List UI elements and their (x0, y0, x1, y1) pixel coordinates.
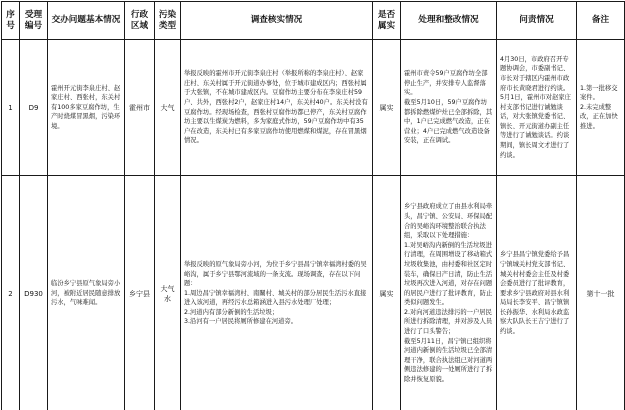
table-row (2, 176, 625, 410)
row-region: 乡宁县 (125, 176, 155, 410)
row-investigation: 举报反映的霍州市开元街李泉庄村（举报所称的李泉庄村）、赵家庄村、东关村属于开元街道办事处，位于城市建成区内；西张村属于大张镇，不在城市建成区内。豆腐作坊主要分布在李泉庄村59户、共外，西张村2户，赵家庄村14户，东关村40户。东关村没有豆腐作坊。经现场检查，西张村豆腐作坊都已停产，东关村豆腐作坊主要以生煤炭为燃料，多为家庭式作坊，59户豆腐作坊中有35户在改造，东关村已有多家豆腐作坊使用燃煤和煤泥，存在冒黑烟情况。 (181, 40, 373, 176)
header-seq: 序号 (2, 2, 20, 40)
row-pollution-type: 大气 (155, 40, 181, 176)
header-pollution-type: 污染类型 (155, 2, 181, 40)
row-verified: 属实 (373, 176, 401, 410)
row-problem: 霍州开元街李泉庄村、赵家庄村、西张村，东关村有100多家豆腐作坊，生产时烧煤冒黑烟，污染环境。 (48, 40, 125, 176)
header-code: 受理编号 (20, 2, 48, 40)
row-region: 霍州市 (125, 40, 155, 176)
header-problem: 交办问题基本情况 (48, 2, 125, 40)
complaint-table (1, 1, 625, 410)
row-seq: 2 (2, 176, 20, 410)
row-problem: 临汾乡宁县原气象局旁小河，被附近居民随意排放污水，气味难闻。 (48, 176, 125, 410)
row-verified: 属实 (373, 40, 401, 176)
row-accountability: 4月30日，市政府召开专题协调会，市委副书记、市长对于辖区内霍州市政府市长黄晓君进行约谈。5月1日，霍州市对赵家庄村支部书记进行诫勉谈话，对大张镇党委书记、镇长、开元街道办副主任等进行了诫勉谈话。约谈期间，镇长周文才进行了约谈。 (497, 40, 577, 176)
row-pollution-type: 大气水 (155, 176, 181, 410)
header-region: 行政区域 (125, 2, 155, 40)
row-handling: 霍州市责令59户豆腐作坊全部停止生产，并安排专人监督落实。 截至5月10日，59户豆腐作坊都拆除燃煤炉灶已全部拆除，其中，1户已完成燃气改造，正在营业；4户已完成燃气改造设备安装，正在调试。 (401, 40, 497, 176)
header-investigation: 调查核实情况 (181, 2, 373, 40)
row-seq: 1 (2, 40, 20, 176)
table-row (2, 40, 625, 176)
header-row (2, 2, 625, 40)
row-handling: 乡宁县政府成立了由县水利局牵头，昌宁镇、公安局、环保局配合的吴峪沟环境整治联合执法组，采取以下处理措施： 1.对吴峪沟内新倒的生活垃圾进行清理，在周围增设了移动箱式垃圾收集池，由村委和社区定时装车，确保日产日清，防止生活垃圾再次进入河道，对存在问题的居民户进行了批评教育，防止类似问题发生。 2.对向河道违法排污的一户居民所进行拆除清理，并对涉及人员进行了口头警告； 截至5月11日，昌宁镇已组织将河道内新倒的生活垃圾已全部清理干净，联合执法组已对河道两侧违法修建的一处厕所进行了拆除并恢复原貌。 (401, 176, 497, 410)
header-verified: 是否属实 (373, 2, 401, 40)
row-remark: 1.第一批移交案件。 2.未完成整改，正在加快推进。 (577, 40, 625, 176)
header-remark: 备注 (577, 2, 625, 40)
row-accountability: 乡宁县昌宁镇党委给予昌宁镇城关村党支部书记、城关村村委会主任及村委会委员进行了批评教育，要求乡宁县政府对县水利局局长李安平、昌宁镇镇长孙振华、水利局水政监察大队队长王吉宁进行了约谈。 (497, 176, 577, 410)
header-accountability: 问责情况 (497, 2, 577, 40)
row-code: D9 (20, 40, 48, 176)
row-code: D930 (20, 176, 48, 410)
row-remark: 第十一批 (577, 176, 625, 410)
row-investigation: 举报反映的原气象局旁小河，为位于乡宁县昌宁镇幸福湾村委的吴峪沟，属于乡宁县鄂河流域的一条支流。现场调查，存在以下问题： 1.周边昌宁镇幸福湾村、南關村、城关村的部分居民生活污水直接进入该河道，再经污水总箱涵进入县污水处理厂处理； 2.河道内有部分新倒的生活垃圾； 3.沿河有一户居民将厕所修建在河道旁。 (181, 176, 373, 410)
header-handling: 处理和整改情况 (401, 2, 497, 40)
